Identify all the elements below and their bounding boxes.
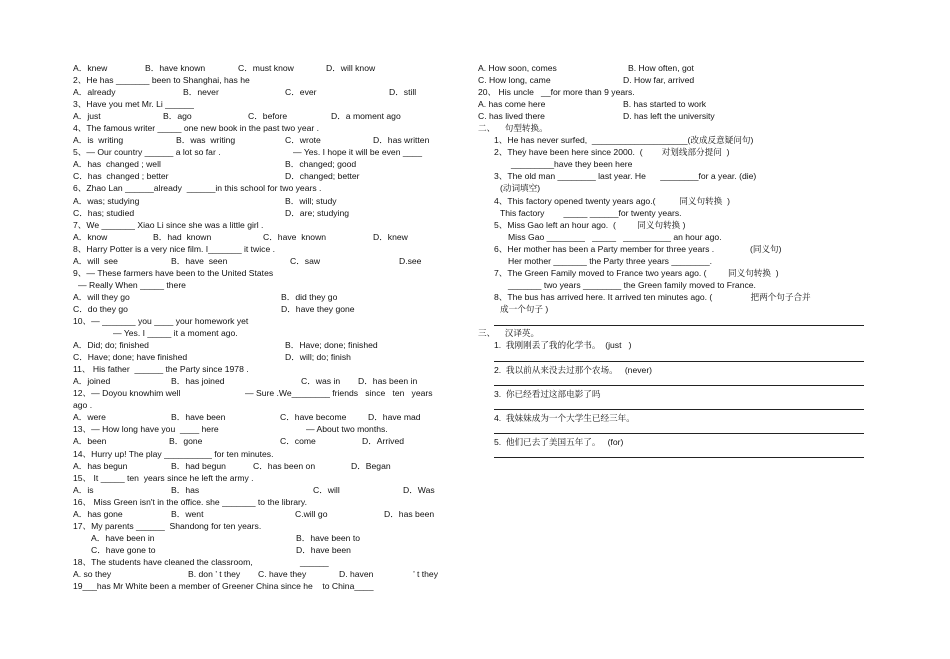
option-b: B．have been	[171, 412, 226, 423]
option-d: D．are; studying	[285, 207, 350, 218]
line	[73, 375, 463, 387]
translation-prompt: 2. 我以前从来没去过那个农场。 (never)	[494, 365, 653, 375]
option-d: D．have mad	[368, 412, 421, 423]
question	[73, 580, 463, 592]
answer-line	[494, 385, 864, 386]
line	[73, 291, 463, 303]
line	[73, 339, 463, 351]
question-text: 20、 His uncle __for more than 9 years.	[478, 87, 635, 98]
answer-line	[494, 361, 864, 362]
option-a: A．is writing	[73, 135, 124, 146]
option-d: D．has written	[373, 135, 430, 146]
option-b: B．has joined	[171, 376, 225, 387]
option-c: C．must know	[238, 63, 294, 73]
question-text: 13、— How long have you ____ here	[73, 424, 219, 435]
question-text: 9、— These farmers have been to the United States	[73, 267, 274, 278]
question-text: 15、 It _____ ten years since he left the army .	[73, 472, 254, 483]
line	[478, 98, 870, 110]
line	[478, 74, 870, 86]
translation-item	[494, 388, 600, 400]
question-text: 8、Harry Potter is a very nice film. I_______ it twice .	[73, 243, 276, 254]
question	[478, 219, 870, 231]
option-d-suffix: ’ t they	[413, 568, 438, 579]
question	[73, 182, 463, 194]
option-d: D．still	[389, 87, 417, 98]
question	[478, 243, 870, 255]
option-c: C．wrote	[285, 135, 321, 146]
question-text: ago .	[73, 400, 93, 411]
question	[478, 86, 870, 98]
option-a: A. has come here	[478, 99, 546, 110]
question	[73, 279, 463, 291]
question-text: Her mother _______ the Party three years ________.	[508, 255, 712, 266]
option-b: B．has	[171, 484, 200, 495]
line	[478, 110, 870, 122]
option-b: B．never	[183, 87, 219, 98]
option-a: A．Did; do; finished	[73, 340, 149, 351]
option-d: D．knew	[373, 231, 408, 242]
question-text: — Sure .We________ friends since ten years	[245, 388, 433, 399]
left-column	[73, 62, 463, 592]
question-text: 7、The Green Family moved to France two years ago. ( 同义句转换 )	[494, 267, 779, 278]
option-c: C．ever	[285, 87, 317, 98]
question	[73, 496, 463, 508]
option-d: D. has left the university	[623, 111, 715, 122]
line	[73, 484, 463, 496]
question-text: 5、Miss Gao left an hour ago. ( 同义句转换 )	[494, 219, 686, 230]
question	[73, 146, 463, 158]
option-b: B．had begun	[171, 460, 226, 471]
option-a: A．was; studying	[73, 195, 140, 206]
question	[73, 448, 463, 460]
question	[73, 556, 463, 568]
question	[73, 363, 463, 375]
translation-item	[494, 412, 635, 424]
option-c: C．do they go	[73, 303, 128, 314]
option-a: A．is	[73, 484, 94, 495]
question	[478, 291, 870, 303]
option-a: A．has gone	[73, 508, 123, 519]
option-b: B．have been to	[296, 532, 361, 543]
translation-prompt: 1. 我刚刚丢了我的化学书。 (just )	[494, 340, 632, 350]
option-d: D.see	[399, 255, 422, 266]
question	[73, 520, 463, 532]
line	[73, 351, 463, 363]
option-b: B．have seen	[171, 255, 228, 266]
option-c: C．has changed ; better	[73, 171, 169, 182]
question-text: 6、Her mother has been a Party member for three years . (同义句)	[494, 243, 782, 254]
option-d: D．a moment ago	[331, 111, 401, 122]
question-text: 12、— Doyou knowhim well	[73, 388, 181, 399]
option-c: C．have gone to	[91, 544, 156, 555]
question-text: — About two months.	[306, 424, 388, 435]
option-b: B．Have; done; finished	[285, 340, 378, 351]
option-c: C．will	[313, 484, 340, 495]
line	[73, 207, 463, 219]
question-text: 1、He has never surfed, ____________________(改成反意疑问句)	[494, 135, 754, 146]
option-a: A．has changed ; well	[73, 159, 161, 170]
option-d: D．changed; better	[285, 171, 360, 182]
question	[73, 327, 463, 339]
right-column	[478, 62, 870, 315]
question-text: — Really When _____ there	[78, 279, 186, 290]
option-c: C. has lived there	[478, 111, 545, 122]
question	[478, 207, 870, 219]
question-text: (动词填空)	[500, 183, 541, 194]
question-text: 16、 Miss Green isn't in the office. she _______ to the library.	[73, 496, 307, 507]
question	[478, 267, 870, 279]
option-c: C. have they	[258, 568, 307, 579]
option-d: D. How far, arrived	[623, 75, 695, 86]
question	[478, 134, 870, 146]
option-c: C．before	[248, 111, 288, 122]
option-a: A．will they go	[73, 291, 130, 302]
option-d: D．Began	[351, 460, 391, 471]
line	[73, 460, 463, 472]
section-two-title: 二、 句型转换。	[478, 123, 548, 134]
option-a: A．been	[73, 436, 107, 447]
line	[73, 568, 463, 580]
option-a: A．know	[73, 231, 108, 242]
question-text: _______ two years ________ the Green family moved to France.	[508, 279, 756, 290]
option-c: C．has; studied	[73, 207, 135, 218]
line	[73, 134, 463, 146]
option-d: D. haven	[339, 568, 374, 579]
question-text: 3、Have you met Mr. Li ______	[73, 99, 194, 110]
question-text: _________have they been here	[511, 159, 633, 170]
answer-line	[494, 457, 864, 458]
line	[73, 170, 463, 182]
option-c: C. How long, came	[478, 75, 551, 86]
question	[73, 315, 463, 327]
option-b: B．did they go	[281, 291, 338, 302]
translation-prompt: 5. 他们已去了美国五年了。 (for)	[494, 437, 624, 447]
question-text: 14、Hurry up! The play __________ for ten minutes.	[73, 448, 274, 459]
option-b: B．was writing	[176, 135, 236, 146]
question	[73, 387, 463, 399]
question-text: 成一个句子 )	[500, 303, 549, 314]
option-b: B．went	[171, 508, 204, 519]
option-c: C．have known	[263, 231, 327, 242]
line	[73, 158, 463, 170]
option-c: C．have become	[280, 412, 347, 423]
question	[478, 255, 870, 267]
question-text: 10、— _______ you ____ your homework yet	[73, 315, 249, 326]
line	[73, 303, 463, 315]
question-text: 19___has Mr White been a member of Greener China since he to China____	[73, 581, 374, 592]
option-d: D．Was	[403, 484, 435, 495]
option-d: D．Arrived	[362, 436, 405, 447]
option-b: B．gone	[169, 436, 203, 447]
question-text: 5、— Our country ______ a lot so far .	[73, 147, 221, 158]
line	[478, 62, 870, 74]
option-d: D．has been in	[358, 376, 418, 387]
translation-item	[494, 339, 632, 351]
question	[478, 158, 870, 170]
question	[73, 243, 463, 255]
line	[73, 231, 463, 243]
option-b: B．ago	[163, 111, 192, 122]
question	[73, 472, 463, 484]
answer-line	[494, 409, 864, 410]
line	[73, 255, 463, 267]
question	[73, 219, 463, 231]
translation-prompt: 3. 你已经看过这部电影了吗	[494, 389, 601, 399]
line	[73, 508, 463, 520]
option-a: A. How soon, comes	[478, 63, 557, 73]
option-a: A．have been in	[91, 532, 155, 543]
question-text: 11、 His father ______ the Party since 1978 .	[73, 364, 249, 375]
question-text: 7、We _______ Xiao Li since she was a little girl .	[73, 219, 264, 230]
option-d: D．has been	[384, 508, 435, 519]
question	[73, 267, 463, 279]
question-text: 18、The students have cleaned the classroom,	[73, 556, 253, 567]
option-a: A. so they	[73, 568, 112, 579]
question	[478, 195, 870, 207]
question-text: Miss Gao ________ _____ __________ an hour ago.	[508, 231, 722, 242]
answer-line	[494, 325, 864, 326]
translation-item	[494, 364, 652, 376]
question-text: 4、This factory opened twenty years ago.( 同义句转换 )	[494, 195, 730, 206]
option-a: A．just	[73, 111, 101, 122]
option-c: C．was in	[301, 376, 341, 387]
option-a: A．will see	[73, 255, 118, 266]
line	[73, 195, 463, 207]
option-b: B．changed; good	[285, 159, 357, 170]
option-c: C．has been on	[253, 460, 316, 471]
option-d: D．have been	[296, 544, 351, 555]
question-text: 3、The old man ________ last year. He ________for a year. (die)	[494, 171, 757, 182]
option-a: A．knew	[73, 63, 108, 73]
line	[73, 411, 463, 423]
answer-blank: ______	[300, 556, 329, 567]
section-heading	[478, 122, 870, 134]
line	[73, 62, 463, 74]
question	[73, 423, 463, 435]
option-b: B. has started to work	[623, 99, 707, 110]
option-d: D．will; do; finish	[285, 352, 351, 363]
question-text: — Yes. I hope it will be even ____	[293, 147, 422, 158]
section-three-title: 三、 汉译英。	[478, 328, 540, 338]
answer-line	[494, 433, 864, 434]
option-a: A．joined	[73, 376, 111, 387]
translation-prompt: 4. 我妹妹成为一个大学生已经三年。	[494, 413, 635, 423]
question	[478, 231, 870, 243]
line	[73, 110, 463, 122]
line	[73, 86, 463, 98]
question	[73, 399, 463, 411]
translation-item	[494, 436, 623, 448]
question	[478, 182, 870, 194]
option-c: C.will go	[295, 508, 328, 519]
question	[478, 303, 870, 315]
option-b: B．will; study	[285, 195, 337, 206]
question-text: 2、They have been here since 2000. ( 对划线部分提问 )	[494, 147, 730, 158]
question-text: This factory _____ ______for twenty years.	[500, 207, 682, 218]
question-text: 4、The famous writer _____ one new book in the past two year .	[73, 123, 320, 134]
line	[73, 435, 463, 447]
option-d: D．have they gone	[281, 303, 355, 314]
option-b: B. don ’ t they	[188, 568, 241, 579]
question-text: — Yes. I _____ it a moment ago.	[113, 328, 238, 339]
question	[478, 146, 870, 158]
option-b: B. How often, got	[628, 63, 694, 73]
question	[73, 122, 463, 134]
line	[73, 532, 463, 544]
option-a: A．already	[73, 87, 116, 98]
question-text: 2、He has _______ been to Shanghai, has he	[73, 75, 250, 86]
question	[73, 74, 463, 86]
question-text: 8、The bus has arrived here. It arrived ten minutes ago. ( 把两个句子合并	[494, 291, 811, 302]
question	[478, 170, 870, 182]
option-c: C．Have; done; have finished	[73, 352, 188, 363]
option-c: C．saw	[290, 255, 321, 266]
option-b: B．have known	[145, 63, 206, 73]
question-text: 17、My parents ______ Shandong for ten years.	[73, 520, 262, 531]
question	[73, 98, 463, 110]
question-text: 6、Zhao Lan ______already ______in this school for two years .	[73, 183, 322, 194]
option-c: C．come	[280, 436, 316, 447]
option-d: D．will know	[326, 63, 376, 73]
question	[478, 279, 870, 291]
option-a: A．were	[73, 412, 106, 423]
option-a: A．has begun	[73, 460, 128, 471]
option-b: B．had known	[153, 231, 212, 242]
line	[73, 544, 463, 556]
